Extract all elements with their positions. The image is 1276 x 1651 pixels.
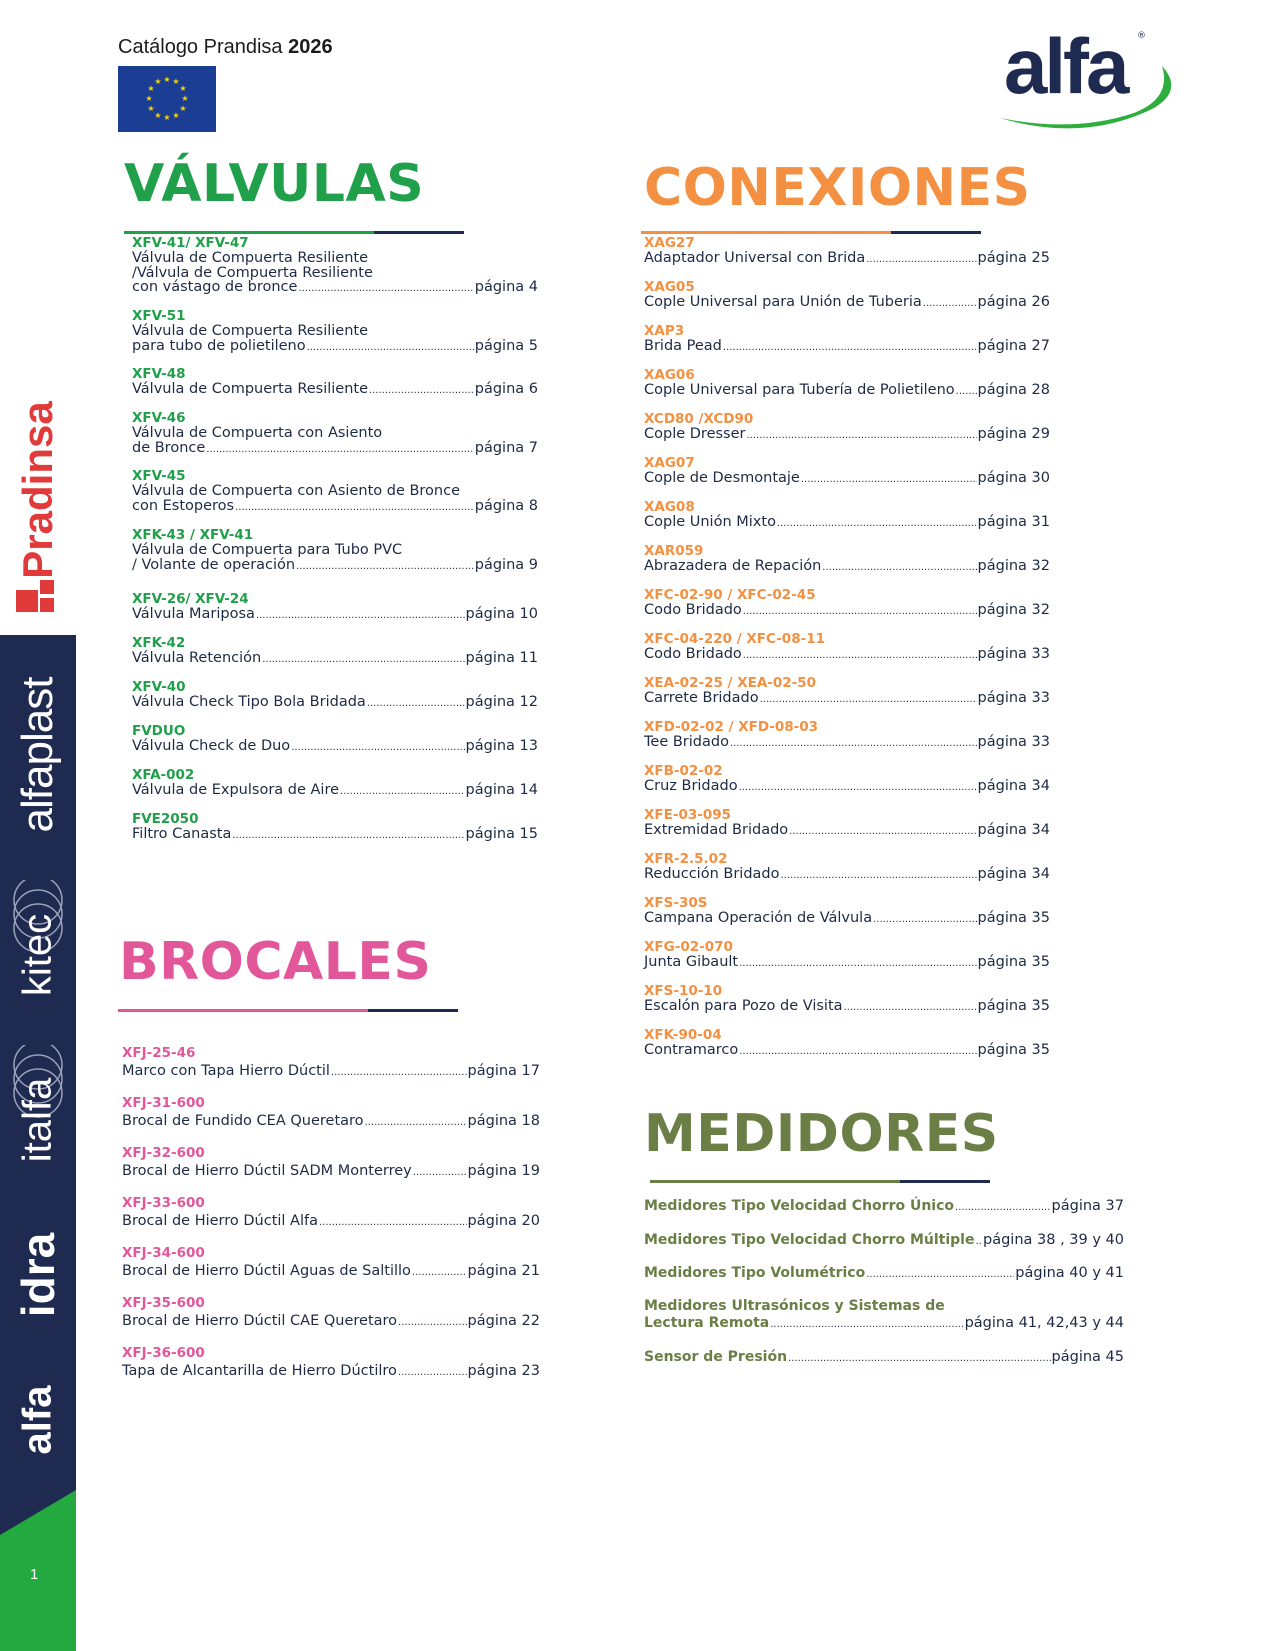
page-reference: página 22 — [467, 1313, 540, 1329]
leader-dots — [923, 297, 977, 312]
brocales-entry — [122, 1045, 540, 1081]
conexiones-entry — [644, 940, 1050, 972]
conexiones-entry — [644, 808, 1050, 840]
page-reference: página 32 — [977, 601, 1050, 618]
product-code: XFV-26/ XFV-24 — [132, 591, 249, 607]
conexiones-entry — [644, 764, 1050, 796]
conexiones-title: CONEXIONES — [644, 158, 1031, 218]
svg-text:®: ® — [1137, 31, 1146, 41]
entry-description: Brocal de Hierro Dúctil SADM Monterrey — [122, 1163, 412, 1179]
valvulas-entry — [132, 636, 538, 668]
leader-dots — [739, 781, 977, 796]
leader-dots — [398, 1364, 467, 1381]
valvulas-entry — [132, 367, 538, 399]
product-code: XFV-46 — [132, 410, 186, 426]
product-code: XAG07 — [644, 455, 695, 471]
conexiones-entry — [644, 500, 1050, 532]
product-code: XFB-02-02 — [644, 763, 723, 779]
product-code: XFV-41/ XFV-47 — [132, 235, 249, 251]
leader-dots — [398, 1314, 466, 1331]
catalog-title: Catálogo Prandisa 2026 — [118, 36, 333, 58]
leader-dots — [760, 693, 977, 708]
valvulas-entry — [132, 469, 538, 515]
entry-description: Campana Operación de Válvula — [644, 909, 873, 926]
entry-description: Cruz Bridado — [644, 777, 738, 794]
page-reference: página 21 — [467, 1263, 540, 1279]
brocales-underline — [118, 1009, 458, 1012]
conexiones-entry — [644, 324, 1050, 356]
page-reference: página 11 — [465, 649, 538, 666]
product-code: XAG08 — [644, 499, 695, 515]
entry-description: con Estoperos — [132, 497, 235, 514]
product-code: XEA-02-25 / XEA-02-50 — [644, 675, 817, 691]
valvulas-underline — [124, 231, 464, 234]
page-reference: página 25 — [977, 249, 1050, 266]
product-code: XCD80 /XCD90 — [644, 411, 754, 427]
leader-dots — [340, 785, 465, 800]
product-code: XAG27 — [644, 235, 695, 251]
conexiones-entry — [644, 236, 1050, 268]
valvulas-title: VÁLVULAS — [124, 154, 425, 214]
leader-dots — [319, 1214, 467, 1231]
medidores-entry — [644, 1349, 1124, 1367]
entry-description: Válvula de Compuerta Resiliente — [132, 380, 369, 397]
medidores-underline — [650, 1180, 990, 1183]
page-reference: página 20 — [467, 1213, 540, 1229]
valvulas-entry — [132, 680, 538, 712]
leader-dots — [975, 1233, 982, 1250]
svg-text:★: ★ — [163, 113, 171, 122]
leader-dots — [746, 429, 976, 444]
product-code: XFV-40 — [132, 679, 186, 695]
page-reference: página 8 — [474, 497, 538, 514]
page-reference: página 33 — [977, 689, 1050, 706]
entry-description: Lectura Remota — [644, 1315, 770, 1331]
entry-description: Tee Bridado — [644, 733, 729, 750]
leader-dots — [743, 605, 977, 620]
brocales-entry — [122, 1145, 540, 1181]
svg-text:★: ★ — [147, 104, 155, 113]
leader-dots — [367, 697, 465, 712]
product-code: XAG06 — [644, 367, 695, 383]
valvulas-entry — [132, 592, 538, 624]
entry-description: Sensor de Presión — [644, 1349, 788, 1365]
product-code: XFC-04-220 / XFC-08-11 — [644, 631, 825, 647]
svg-text:★: ★ — [172, 111, 180, 120]
page-reference: página 4 — [474, 279, 538, 296]
page-reference: página 17 — [467, 1063, 540, 1079]
leader-dots — [788, 1350, 1050, 1367]
brand-idra: idra — [12, 1232, 64, 1318]
entry-description: Reducción Bridado — [644, 865, 780, 882]
brocales-entry — [122, 1095, 540, 1131]
page-reference: página 5 — [474, 337, 538, 354]
leader-dots — [369, 384, 474, 399]
entry-description: Brocal de Fundido CEA Queretaro — [122, 1113, 364, 1129]
page-reference: página 14 — [465, 781, 538, 798]
medidores-title: MEDIDORES — [644, 1104, 999, 1164]
entry-description: Válvula de Expulsora de Aire — [132, 781, 340, 798]
svg-text:★: ★ — [179, 104, 187, 113]
page-reference: página 41, 42,43 y 44 — [964, 1315, 1124, 1331]
entry-description: con vástago de bronce — [132, 279, 298, 296]
alfa-logo — [994, 18, 1184, 138]
leader-dots — [307, 341, 474, 356]
leader-dots — [866, 253, 976, 268]
leader-dots — [866, 1266, 1014, 1283]
leader-dots — [206, 443, 473, 458]
product-code: XFA-002 — [132, 767, 195, 783]
page-reference: página 15 — [465, 825, 538, 842]
entry-description: Cople Universal para Tubería de Polietileno — [644, 381, 955, 398]
page-reference: página 6 — [474, 380, 538, 397]
product-code: XFV-45 — [132, 468, 186, 484]
product-code: XFJ-25-46 — [122, 1045, 196, 1061]
leader-dots — [770, 1316, 963, 1333]
product-code: XFJ-36-600 — [122, 1345, 205, 1361]
conexiones-entry — [644, 456, 1050, 488]
entry-description: Codo Bridado — [644, 601, 742, 618]
conexiones-entry — [644, 896, 1050, 928]
page-reference: página 27 — [977, 337, 1050, 354]
conexiones-entry — [644, 368, 1050, 400]
valvulas-entry — [132, 812, 538, 844]
page-number: 1 — [30, 1566, 39, 1583]
leader-dots — [801, 473, 977, 488]
conexiones-entry — [644, 720, 1050, 752]
svg-text:alfa: alfa — [1004, 22, 1127, 110]
entry-line: Válvula de Compuerta con Asiento — [132, 424, 383, 441]
leader-dots — [739, 957, 976, 972]
svg-text:★: ★ — [145, 94, 153, 103]
medidores-entry — [644, 1232, 1124, 1250]
entry-description: Adaptador Universal con Brida — [644, 249, 866, 266]
entry-description: / Volante de operación — [132, 556, 296, 573]
brocales-entry — [122, 1295, 540, 1331]
leader-dots — [412, 1264, 467, 1281]
page-reference: página 18 — [467, 1113, 540, 1129]
conexiones-entry — [644, 412, 1050, 444]
brocales-entry — [122, 1195, 540, 1231]
page-reference: página 33 — [977, 645, 1050, 662]
svg-text:★: ★ — [172, 77, 180, 86]
valvulas-entry — [132, 309, 538, 355]
page-reference: página 34 — [977, 821, 1050, 838]
page-reference: página 40 y 41 — [1015, 1265, 1124, 1281]
page-reference: página 37 — [1051, 1198, 1124, 1214]
page-reference: página 26 — [977, 293, 1050, 310]
brand-alfa: alfa — [15, 1385, 60, 1455]
product-code: XFK-42 — [132, 635, 186, 651]
page-reference: página 29 — [977, 425, 1050, 442]
entry-description: Válvula Retención — [132, 649, 262, 666]
valvulas-entry — [132, 528, 538, 574]
entry-description: Medidores Tipo Velocidad Chorro Único — [644, 1198, 955, 1214]
entry-description: Escalón para Pozo de Visita — [644, 997, 843, 1014]
brand-pradinsa: Pradinsa — [14, 401, 61, 579]
page-reference: página 12 — [465, 693, 538, 710]
entry-description: Junta Gibault — [644, 953, 739, 970]
entry-description: Brocal de Hierro Dúctil Aguas de Saltillo — [122, 1263, 411, 1279]
leader-dots — [822, 561, 976, 576]
page-reference: página 9 — [474, 556, 538, 573]
leader-dots — [365, 1114, 467, 1131]
entry-line: Válvula de Compuerta Resiliente — [132, 322, 369, 339]
page-reference: página 45 — [1051, 1349, 1124, 1365]
valvulas-entry — [132, 724, 538, 756]
page-reference: página 23 — [467, 1363, 540, 1379]
entry-description: Extremidad Bridado — [644, 821, 789, 838]
entry-description: Medidores Tipo Volumétrico — [644, 1265, 866, 1281]
entry-description: Marco con Tapa Hierro Dúctil — [122, 1063, 330, 1079]
brand-italfa: italfa — [15, 1077, 60, 1163]
pradinsa-icon — [16, 580, 64, 622]
valvulas-entry — [132, 768, 538, 800]
product-code: XAG05 — [644, 279, 695, 295]
valvulas-entry — [132, 236, 538, 297]
leader-dots — [256, 609, 465, 624]
entry-description: Brocal de Hierro Dúctil CAE Queretaro — [122, 1313, 398, 1329]
conexiones-entry — [644, 544, 1050, 576]
brocales-entry — [122, 1245, 540, 1281]
brand-sidebar — [0, 0, 76, 1651]
conexiones-entry — [644, 676, 1050, 708]
page-reference: página 35 — [977, 909, 1050, 926]
leader-dots — [235, 501, 474, 516]
leader-dots — [413, 1164, 467, 1181]
entry-description: Cople Unión Mixto — [644, 513, 776, 530]
leader-dots — [296, 560, 474, 575]
entry-description: Contramarco — [644, 1041, 739, 1058]
svg-text:★: ★ — [179, 84, 187, 93]
conexiones-entry — [644, 1028, 1050, 1060]
entry-description: Carrete Bridado — [644, 689, 759, 706]
eu-flag-icon — [118, 66, 216, 132]
entry-description: Brida Pead — [644, 337, 722, 354]
leader-dots — [743, 649, 977, 664]
leader-dots — [789, 825, 976, 840]
page-reference: página 31 — [977, 513, 1050, 530]
leader-dots — [232, 829, 464, 844]
product-code: XFV-48 — [132, 366, 186, 382]
conexiones-underline — [641, 231, 981, 234]
svg-text:★: ★ — [147, 84, 155, 93]
brand-kitec: kitec — [15, 913, 60, 997]
leader-dots — [298, 282, 473, 297]
page-reference: página 35 — [977, 997, 1050, 1014]
leader-dots — [739, 1045, 976, 1060]
conexiones-entry — [644, 852, 1050, 884]
leader-dots — [291, 741, 464, 756]
page-reference: página 7 — [474, 439, 538, 456]
leader-dots — [780, 869, 976, 884]
product-code: FVE2050 — [132, 811, 199, 827]
page-reference: página 32 — [977, 557, 1050, 574]
page-reference: página 13 — [465, 737, 538, 754]
entry-line: /Válvula de Compuerta Resiliente — [132, 264, 373, 281]
entry-description: Cople Universal para Unión de Tuberia — [644, 293, 922, 310]
product-code: XAP3 — [644, 323, 685, 339]
leader-dots — [873, 913, 976, 928]
leader-dots — [331, 1064, 467, 1081]
entry-description: Cople de Desmontaje — [644, 469, 800, 486]
entry-description: Filtro Canasta — [132, 825, 232, 842]
page-reference: página 19 — [467, 1163, 540, 1179]
product-code: XFD-02-02 / XFD-08-03 — [644, 719, 819, 735]
page-reference: página 30 — [977, 469, 1050, 486]
product-code: XFV-51 — [132, 308, 186, 324]
medidores-entry — [644, 1265, 1124, 1283]
product-code: XFJ-33-600 — [122, 1195, 205, 1211]
page-reference: página 35 — [977, 953, 1050, 970]
brocales-entry — [122, 1345, 540, 1381]
product-code: XFS-30S — [644, 895, 708, 911]
conexiones-entry — [644, 984, 1050, 1016]
product-code: XFR-2.5.02 — [644, 851, 728, 867]
entry-line: Válvula de Compuerta con Asiento de Bronce — [132, 482, 461, 499]
page-reference: página 38 , 39 y 40 — [983, 1232, 1124, 1248]
conexiones-entry — [644, 588, 1050, 620]
product-code: FVDUO — [132, 723, 186, 739]
brocales-title: BROCALES — [119, 932, 432, 992]
medidores-entry — [644, 1198, 1124, 1216]
leader-dots — [956, 385, 977, 400]
valvulas-entry — [132, 411, 538, 457]
medidores-entry — [644, 1298, 1124, 1333]
entry-line: Medidores Ultrasónicos y Sistemas de — [644, 1298, 945, 1314]
entry-description: Válvula Check de Duo — [132, 737, 291, 754]
product-code: XFJ-32-600 — [122, 1145, 205, 1161]
entry-line: Válvula de Compuerta para Tubo PVC — [132, 541, 403, 558]
product-code: XFJ-34-600 — [122, 1245, 205, 1261]
leader-dots — [777, 517, 977, 532]
leader-dots — [262, 653, 464, 668]
entry-description: Medidores Tipo Velocidad Chorro Múltiple — [644, 1232, 975, 1248]
entry-description: Cople Dresser — [644, 425, 746, 442]
entry-description: Brocal de Hierro Dúctil Alfa — [122, 1213, 318, 1229]
product-code: XFK-90-04 — [644, 1027, 722, 1043]
product-code: XFC-02-90 / XFC-02-45 — [644, 587, 816, 603]
entry-description: Codo Bridado — [644, 645, 742, 662]
product-code: XFG-02-070 — [644, 939, 733, 955]
product-code: XFK-43 / XFV-41 — [132, 527, 254, 543]
leader-dots — [730, 737, 977, 752]
page-reference: página 33 — [977, 733, 1050, 750]
entry-description: Válvula Mariposa — [132, 605, 255, 622]
entry-description: para tubo de polietileno — [132, 337, 306, 354]
conexiones-entry — [644, 632, 1050, 664]
product-code: XFE-03-095 — [644, 807, 732, 823]
svg-text:★: ★ — [154, 111, 162, 120]
page-reference: página 35 — [977, 1041, 1050, 1058]
entry-description: de Bronce — [132, 439, 206, 456]
leader-dots — [844, 1001, 977, 1016]
page-reference: página 34 — [977, 777, 1050, 794]
svg-text:★: ★ — [163, 75, 171, 84]
brand-alfaplast: alfaplast — [13, 677, 62, 833]
svg-text:★: ★ — [181, 94, 189, 103]
product-code: XFJ-31-600 — [122, 1095, 205, 1111]
leader-dots — [955, 1199, 1051, 1216]
leader-dots — [723, 341, 977, 356]
entry-description: Tapa de Alcantarilla de Hierro Dúctilro — [122, 1363, 397, 1379]
page-reference: página 10 — [465, 605, 538, 622]
entry-description: Válvula Check Tipo Bola Bridada — [132, 693, 366, 710]
svg-text:★: ★ — [154, 77, 162, 86]
product-code: XAR059 — [644, 543, 704, 559]
product-code: XFJ-35-600 — [122, 1295, 205, 1311]
page-reference: página 28 — [977, 381, 1050, 398]
entry-line: Válvula de Compuerta Resiliente — [132, 249, 369, 266]
page-reference: página 34 — [977, 865, 1050, 882]
conexiones-entry — [644, 280, 1050, 312]
entry-description: Abrazadera de Repación — [644, 557, 822, 574]
product-code: XFS-10-10 — [644, 983, 723, 999]
